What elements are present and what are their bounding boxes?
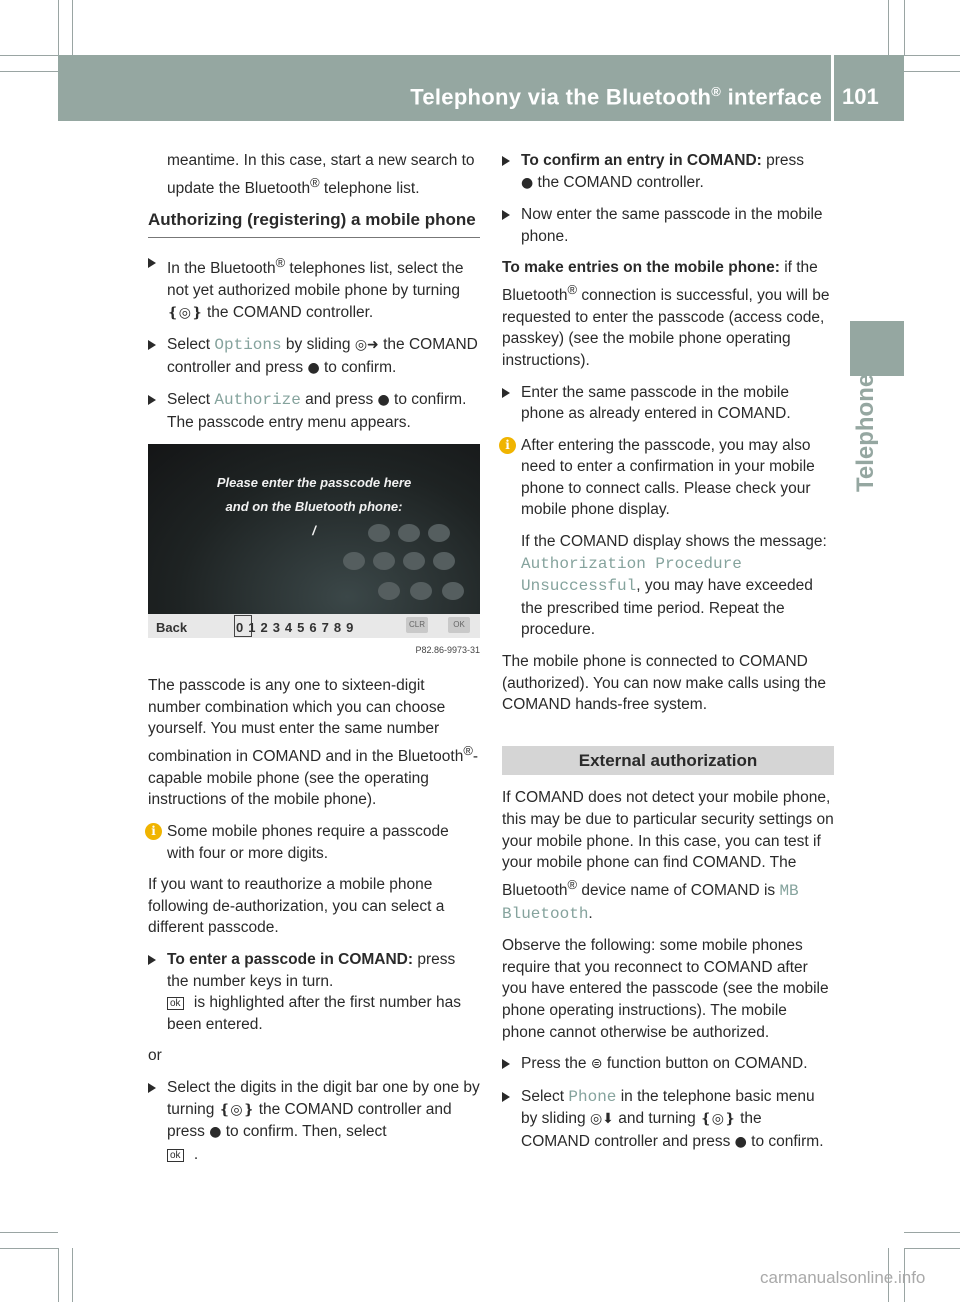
- crop-mark: [888, 0, 889, 55]
- section-heading: Authorizing (registering) a mobile phone: [148, 209, 480, 238]
- section-box-heading: External authorization: [502, 746, 834, 776]
- info-note: i After entering the passcode, you may also need to enter a confirmation in your mobile phone to connect calls. Please check your mobile phone display. If the COMAND display shows the message: Authorization Procedure Unsuccessful, you may have exceeded the prescribed time period. Repeat the procedure.: [502, 435, 834, 641]
- display-text-unsuccessful: Unsuccessful: [521, 577, 637, 596]
- info-note: i Some mobile phones require a passcode with four or more digits.: [148, 821, 480, 864]
- crop-mark: [58, 0, 59, 55]
- press-controller-icon: ●: [734, 1133, 747, 1150]
- display-text-options: Options: [214, 336, 282, 355]
- page-title: Telephony via the Bluetooth® interface: [410, 84, 822, 110]
- back-key: Back: [156, 619, 188, 635]
- right-column: [502, 150, 834, 1163]
- header-separator: [831, 55, 834, 121]
- step-arrow-icon: [148, 340, 156, 350]
- slide-down-icon: ◎⬇: [589, 1111, 614, 1128]
- crop-mark: [904, 0, 905, 55]
- step-item: Enter the same passcode in the mobile phone as already entered in COMAND.: [502, 382, 834, 425]
- crop-mark: [72, 0, 73, 55]
- watermark: carmanualsonline.info: [760, 1268, 926, 1287]
- section-tab: [850, 321, 904, 376]
- ok-key: OK: [448, 617, 470, 633]
- crop-mark: [904, 71, 960, 72]
- figure-id: P82.86-9973-31: [415, 644, 480, 655]
- step-arrow-icon: [148, 395, 156, 405]
- display-text-auth-procedure: Authorization Procedure: [521, 554, 742, 573]
- screen-cursor: /: [312, 522, 316, 538]
- display-text-phone: Phone: [568, 1087, 617, 1106]
- press-controller-icon: ●: [377, 392, 390, 409]
- digit-bar: [148, 614, 480, 638]
- crop-mark: [904, 1232, 960, 1233]
- step-arrow-icon: [502, 388, 510, 398]
- step-item: To enter a passcode in COMAND: press the number keys in turn. ok is highlighted after the first number has been entered.: [148, 949, 480, 1035]
- step-item: Select Authorize and press ● to confirm. The passcode entry menu appears.: [148, 389, 480, 433]
- screen-message-line: and on the Bluetooth phone:: [225, 498, 403, 514]
- step-item: Press the ⊜ function button on COMAND.: [502, 1053, 834, 1076]
- ok-key-icon: ok: [167, 997, 184, 1010]
- step-item: Select the digits in the digit bar one by one by turning ❴◎❵ the COMAND controller and press ● to confirm. Then, select ok .: [148, 1077, 480, 1165]
- section-label: Telephone: [852, 373, 879, 492]
- step-arrow-icon: [148, 258, 156, 268]
- press-controller-icon: ●: [521, 174, 534, 191]
- screen-message-line: Please enter the passcode here: [216, 474, 412, 490]
- crop-mark: [58, 1248, 59, 1302]
- step-arrow-icon: [148, 1083, 156, 1093]
- paragraph: The mobile phone is connected to COMAND (authorized). You can now make calls using the COMAND hands-free system.: [502, 653, 826, 714]
- step-item: To confirm an entry in COMAND: press ● the COMAND controller.: [502, 150, 834, 194]
- crop-mark: [0, 55, 58, 56]
- step-item: Now enter the same passcode in the mobile phone.: [502, 204, 834, 247]
- info-icon: i: [145, 823, 162, 840]
- page-number: 101: [842, 84, 879, 109]
- paragraph: To make entries on the mobile phone: if the Bluetooth® connection is successful, you will be requested to enter the passcode (access code, passkey) (see the mobile phone operating instructions).: [502, 259, 830, 369]
- clr-key: CLR: [406, 617, 428, 633]
- turn-controller-icon: ❴◎❵: [700, 1111, 736, 1128]
- digit-keys: 0123456789: [236, 619, 359, 635]
- paragraph: Observe the following: some mobile phones require that you reconnect to COMAND after you have entered the passcode (see the mobile phone operating instructions). The mobile phone cannot otherwise be authorized.: [502, 937, 829, 1041]
- display-text-mb-bluetooth: MB Bluetooth: [502, 881, 799, 923]
- step-arrow-icon: [502, 1059, 510, 1069]
- ok-key-icon: ok: [167, 1149, 184, 1162]
- step-arrow-icon: [502, 1092, 510, 1102]
- slide-right-icon: ◎➜: [354, 337, 379, 354]
- crop-mark: [904, 55, 960, 56]
- crop-mark: [72, 1248, 73, 1302]
- step-item: Select Phone in the telephone basic menu by sliding ◎⬇ and turning ❴◎❵ the COMAND controller and press ● to confirm.: [502, 1086, 834, 1154]
- paragraph: or: [148, 1047, 162, 1065]
- paragraph: The passcode is any one to sixteen-digit number combination which you can choose yourself. You must enter the same number combination in COMAND and in the Bluetooth®-capable mobile phone (see the operating instructions of the mobile phone).: [148, 677, 479, 809]
- step-arrow-icon: [502, 210, 510, 220]
- crop-mark: [0, 1248, 58, 1249]
- info-icon: i: [499, 437, 516, 454]
- crop-mark: [0, 1232, 58, 1233]
- press-controller-icon: ●: [307, 359, 320, 376]
- passcode-screen-image: [148, 444, 480, 638]
- turn-controller-icon: ❴◎❵: [167, 304, 203, 321]
- paragraph: If you want to reauthorize a mobile phone following de-authorization, you can select a different passcode.: [148, 876, 445, 937]
- display-text-authorize: Authorize: [214, 391, 301, 410]
- press-controller-icon: ●: [209, 1124, 222, 1141]
- telephone-button-icon: ⊜: [590, 1056, 603, 1073]
- turn-controller-icon: ❴◎❵: [218, 1101, 255, 1118]
- paragraph: If COMAND does not detect your mobile phone, this may be due to particular security settings on your mobile phone. In this case, you can test if your mobile phone can find COMAND. The Bluetooth® device name of COMAND is MB Bluetooth.: [502, 789, 834, 923]
- paragraph: meantime. In this case, start a new search to update the Bluetooth® telephone list.: [167, 152, 475, 197]
- step-item: In the Bluetooth® telephones list, select the not yet authorized mobile phone by turning ❴◎❵ the COMAND controller.: [148, 252, 480, 324]
- crop-mark: [0, 71, 58, 72]
- step-item: Select Options by sliding ◎➜ the COMAND controller and press ● to confirm.: [148, 334, 480, 379]
- step-arrow-icon: [502, 156, 510, 166]
- left-column: [148, 150, 480, 1175]
- step-arrow-icon: [148, 955, 156, 965]
- crop-mark: [904, 1248, 960, 1249]
